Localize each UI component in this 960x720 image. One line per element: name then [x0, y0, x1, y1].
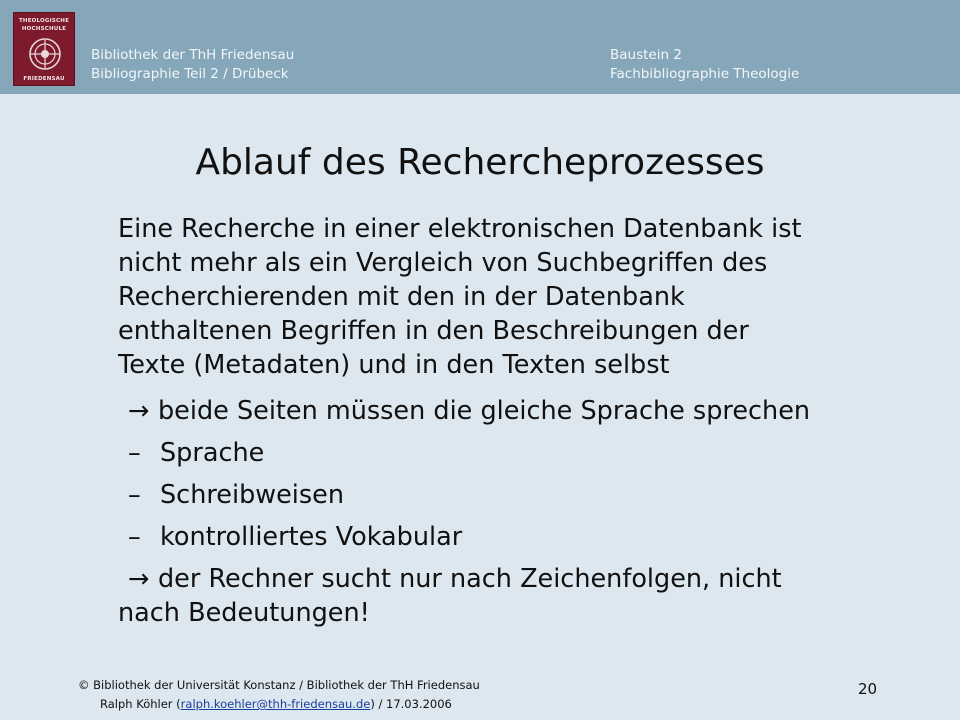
slide-title: Ablauf des Rechercheprozesses [195, 142, 765, 183]
page-number: 20 [858, 680, 878, 698]
right-arrow-icon: → [128, 396, 150, 426]
header-course-name: Bibliographie Teil 2 / Drübeck [91, 66, 289, 82]
footer-author: Ralph Köhler ( [100, 697, 181, 711]
slide-footer [78, 676, 480, 714]
logo-text-bottom: FRIEDENSAU [23, 76, 65, 82]
dash-bullet-icon: – [128, 480, 141, 510]
logo-text-middle: HOCHSCHULE [21, 26, 67, 32]
university-logo [13, 12, 75, 86]
dash-bullet-icon: – [128, 522, 141, 552]
arrow-point-1 [128, 394, 810, 428]
arrow-point-1-text: beide Seiten müssen die gleiche Sprache sprechen [158, 396, 811, 426]
paragraph-line: Eine Recherche in einer elektronischen Datenbank ist [118, 214, 802, 244]
right-arrow-icon: → [128, 564, 150, 594]
logo-text-top: THEOLOGISCHE [18, 18, 70, 24]
slide-header [0, 0, 960, 94]
dash-item [128, 478, 344, 512]
footer-copyright: © Bibliothek der Universität Konstanz / Bibliothek der ThH Friedensau [78, 678, 480, 692]
dash-item-text: Schreibweisen [160, 480, 345, 510]
dash-item [128, 436, 264, 470]
paragraph-line: nicht mehr als ein Vergleich von Suchbegriffen des [118, 248, 768, 278]
header-module: Baustein 2 [610, 47, 682, 63]
footer-author-line [78, 695, 480, 714]
header-left-block [91, 46, 294, 84]
header-module-topic: Fachbibliographie Theologie [610, 66, 800, 82]
dash-item-text: Sprache [160, 438, 265, 468]
header-library-name: Bibliothek der ThH Friedensau [91, 47, 295, 63]
dash-item-text: kontrolliertes Vokabular [160, 522, 463, 552]
dash-bullet-icon: – [128, 438, 141, 468]
arrow-point-2 [128, 562, 782, 596]
paragraph-line: enthaltenen Begriffen in den Beschreibungen der [118, 316, 749, 346]
arrow-point-2-continuation: nach Bedeutungen! [118, 598, 370, 628]
paragraph-line: Recherchierenden mit den in der Datenbank [118, 282, 685, 312]
logo-emblem-icon [27, 35, 63, 73]
paragraph-line: Texte (Metadaten) und in den Texten selbst [118, 350, 670, 380]
arrow-point-2-text: der Rechner sucht nur nach Zeichenfolgen, nicht [158, 564, 782, 594]
footer-date: ) / 17.03.2006 [370, 697, 452, 711]
dash-item [128, 520, 462, 554]
footer-email-link[interactable]: ralph.koehler@thh-friedensau.de [180, 697, 371, 711]
header-right-block [610, 46, 799, 84]
